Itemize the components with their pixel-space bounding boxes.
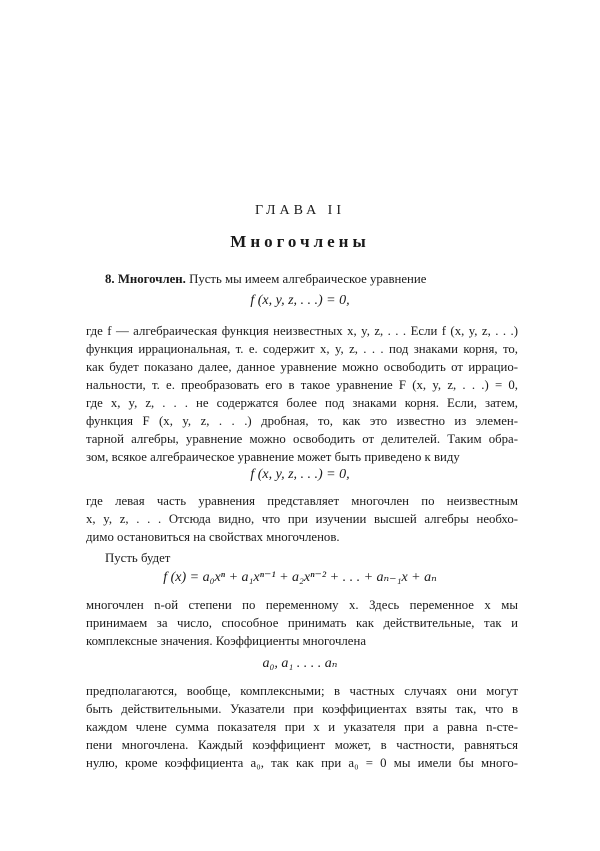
para4-line: нулю, кроме коэффициента a₀, так как при a₀ = 0 мы имели бы много- bbox=[86, 756, 518, 770]
para1-line: нальности, т. е. преобразовать его в такое уравнение F (x, y, z, . . .) = 0, bbox=[86, 378, 518, 392]
para2-line: димо остановиться на свойствах многочленов. bbox=[86, 530, 340, 544]
section-heading: Многочлен. bbox=[117, 272, 186, 286]
para1-line: где x, y, z, . . . не содержатся более под знаками корня. Если, затем, bbox=[86, 396, 518, 410]
para1-line: зом, всякое алгебраическое уравнение может быть приведено к виду bbox=[86, 450, 460, 464]
para3-line: комплексные значения. Коэффициенты многочлена bbox=[86, 634, 367, 648]
para2-line: где левая часть уравнения представляет многочлен по неизвестным bbox=[86, 494, 518, 508]
para4-line: каждом члене сумма показателя при x и указателя при a равна n-сте- bbox=[86, 720, 518, 734]
section-intro-line bbox=[105, 271, 518, 287]
para2-line: x, y, z, . . . Отсюда видно, что при изучении высшей алгебры необхо- bbox=[86, 512, 518, 526]
formula-1: f (x, y, z, . . .) = 0, bbox=[250, 293, 350, 308]
para4-line: пени многочлена. Каждый коэффициент может, в частности, равняться bbox=[86, 738, 518, 752]
para1-line: где f — алгебраическая функция неизвестных x, y, z, . . . Если f (x, y, z, . . .) bbox=[86, 324, 518, 338]
section-number: 8. bbox=[105, 272, 115, 286]
para1-line: тарной алгебры, уравнение можно освободить от делителей. Таким обра- bbox=[86, 432, 518, 446]
para1-line: функция иррациональная, т. е. содержит x, y, z, . . . под знаками корня, то, bbox=[86, 342, 518, 356]
para1-line: как будет показано далее, данное уравнение можно освободить от иррацио- bbox=[86, 360, 518, 374]
para4-line: быть действительными. Указатели при коэффициентах взяты так, что в bbox=[86, 702, 518, 716]
para4-line: предполагаются, вообще, комплексными; в частных случаях они могут bbox=[86, 684, 518, 698]
para3-line: многочлен n-ой степени по переменному x. Здесь переменное x мы bbox=[86, 598, 518, 612]
para3-line: принимаем за число, способное принимать как действительные, так и bbox=[86, 616, 518, 630]
chapter-heading: ГЛАВА II bbox=[254, 203, 346, 218]
para3-intro: Пусть будет bbox=[105, 551, 171, 565]
chapter-title: Многочлены bbox=[230, 232, 370, 251]
section-intro: Пусть мы имеем алгебраическое уравнение bbox=[189, 272, 427, 286]
formula-3: f (x) = a₀xⁿ + a₁xⁿ⁻¹ + a₂xⁿ⁻² + . . . + aₙ₋₁x + aₙ bbox=[163, 570, 437, 585]
para1-line: функция F (x, y, z, . . .) дробная, то, как это известно из элемен- bbox=[86, 414, 518, 428]
formula-4: a₀, a₁ . . . . aₙ bbox=[262, 656, 338, 671]
formula-2: f (x, y, z, . . .) = 0, bbox=[250, 467, 350, 482]
